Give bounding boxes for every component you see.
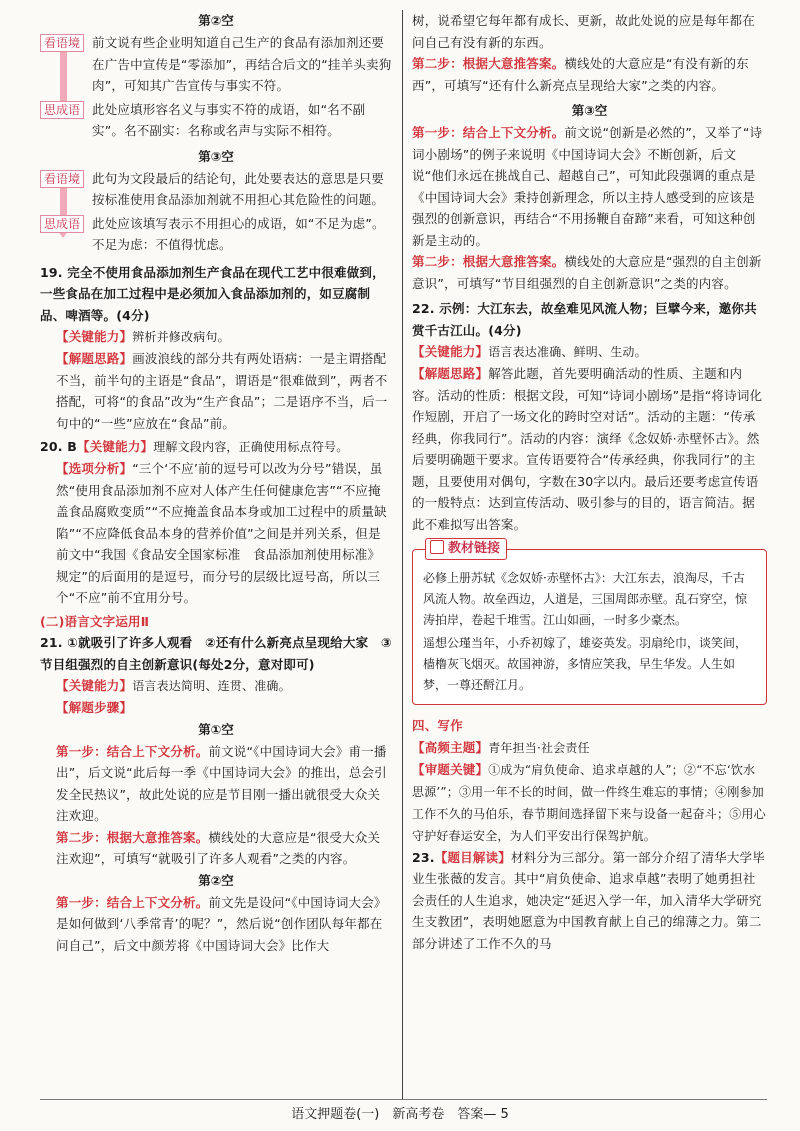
q21-steps: 【解题步骤】 [56,700,133,715]
context-row [40,32,392,97]
blank2-heading: 第②空 [198,13,234,28]
question-20: 20. B【关键能力】理解文段内容，正确使用标点符号。 [40,439,349,454]
q19-ability: 【关键能力】辨析并修改病句。 [56,329,230,344]
blank2-step2: 第二步：根据大意推答案。横线处的大意应是“有没有新的东西”，可填写“还有什么新亮点呈现给大家”之类的内容。 [412,56,749,93]
question-19: 19. 完全不使用食品添加剂生产食品在现代工艺中很难做到，一些食品在加工过程中是必须加入食品添加剂的，如豆腐制品、啤酒等。(4分) [40,264,385,323]
blank3-step2: 第二步：根据大意推答案。横线处的大意应是“强烈的自主创新意识”，可填写“节目组强烈的自主创新意识”之类的内容。 [412,254,762,291]
context-tag: 看语境 [40,170,84,188]
column-divider [402,10,403,1100]
idiom-tag: 思成语 [40,215,84,233]
section-2-heading: (二)语言文字运用Ⅱ [40,613,150,629]
right-column [412,10,767,954]
blank3-step1: 第一步：结合上下文分析。前文说“创新是必然的”，又举了“诗词小剧场”的例子来说明《中国诗词大会》不断创新，后文说“他们永远在挑战自己、超越自己”，可知此段强调的重点是《中国诗词大会》秉持创新理念，所以主持人感受到的应该是强烈的创新意识，再结合“不用扬鞭自奋蹄”来看，可知这种创新是主动的。 [412,125,763,248]
q21-ability: 【关键能力】语言表达简明、连贯、准确。 [56,678,291,693]
blank3-heading: 第③空 [571,103,608,118]
q19-thinking: 【解题思路】画波浪线的部分共有两处语病：一是主谓搭配不当，前半句的主语是“食品”，谓语是“很难做到”，两者不搭配，可将“的食品”改为“生产食品”；二是语序不当，后一句中的“一些”应放在“食品”前。 [56,351,388,431]
question-22: 22. 示例：大江东去，故垒难见风流人物；巨擘今来，邀你共赏千古江山。(4分) [412,301,757,338]
q22-ability: 【关键能力】语言表达准确、鲜明、生动。 [412,344,647,359]
key-points: 【审题关键】①成为“肩负使命、追求卓越的人”；②“不忘‘饮水思源’”；③用一年不长的时间，做一件终生难忘的事情；④刚参加工作不久的马伯乐，春节期间选择留下来与设备一起奋斗；⑤用心守护好春运安全，为人们平安出行保驾护航。 [412,761,766,843]
idiom-tag: 思成语 [40,101,84,119]
hot-theme: 【高频主题】青年担当·社会责任 [412,739,590,755]
blank3-heading: 第③空 [198,148,234,164]
idiom-text: 此处应填形容名义与事实不符的成语，如“名不副实”。名不副实：名称或名声与实际不相符。 [92,101,366,138]
idiom-row [40,99,392,142]
context-tag: 看语境 [40,34,84,52]
footer-rule [40,1099,767,1100]
context-text: 前文说有些企业明知道自己生产的食品有添加剂还要在广告中宣传是“零添加”，再结合后文的“挂羊头卖狗肉”，可知其广告宣传与事实不符。 [92,35,392,93]
continued-text: 树，说希望它每年都有成长、更新，故此处说的应是每年都在问自己有没有新的东西。 [412,13,755,50]
textbook-link-box [412,541,767,705]
blank1-step1: 第一步：结合上下文分析。前文说“《中国诗词大会》甫一播出”，后文说“此后每一季《中国诗词大会》的推出，总会引发全民热议”，故此处说的应是节目刚一播出就很受大众关注欢迎。 [56,743,387,823]
q20-option-analysis: 【选项分析】“三个‘不应’前的逗号可以改为分号”错误，虽然“使用食品添加剂不应对人体产生任何健康危害”“不应掩盖食品腐败变质”“不应掩盖食品本身或加工过程中的质量缺陷”“不应降低食品本身的营养价值”之间是并列关系，但是前文中“我国《食品安全国家标准 食品添加剂使用标准》规定”的后面用的是逗号，而分号的层级比逗号高，所以三个“不应”前不宜用分号。 [56,461,387,605]
q22-thinking: 【解题思路】解答此题，首先要明确活动的性质、主题和内容。活动的性质：根据文段，可知“诗词小剧场”是指“将诗词化作短剧，开启了一场文化的跨时空对话”。活动的主题：“传承经典，你我同行”。活动的内容：演绎《念奴娇·赤壁怀古》。然后要明确题干要求。宣传语要符合“传承经典，你我同行”的主题，且要使用对偶句，字数在30字以内。最后还要考虑宣传语的一般特点：达到宣传活动、吸引参与的目的，语言简洁。据此不难拟写出答案。 [412,366,763,532]
blank2-step1: 第一步：结合上下文分析。前文先是设问“《中国诗词大会》是如何做到‘八季常青’的呢？”，然后说“创作团队每年都在问自己”，后文中颜芳将《中国诗词大会》比作大 [56,894,387,953]
idiom-row [40,213,392,256]
section-4-heading: 四、写作 [412,718,463,733]
textbook-link-text2: 遥想公瑾当年，小乔初嫁了，雄姿英发。羽扇纶巾，谈笑间，樯橹灰飞烟灭。故国神游，多情应笑我，早生华发。人生如梦，一尊还酹江月。 [423,636,748,692]
blank1-heading: 第①空 [198,721,234,737]
page-footer: 语文押题卷(一) 新高考卷 答案— 5 [291,1107,509,1122]
textbook-link-title: 教材链接 [425,538,507,560]
question-21: 21. ①就吸引了许多人观看 ②还有什么新亮点呈现给大家 ③节目组强烈的自主创新意识(每处2分，意对即可) [40,635,392,672]
blank1-step2: 第二步：根据大意推答案。横线处的大意应是“很受大众关注欢迎”，可填写“就吸引了许多人观看”之类的内容。 [56,829,381,866]
idiom-text: 此处应该填写表示不用担心的成语，如“不足为虑”。不足为虑：不值得忧虑。 [92,215,385,252]
context-row [40,168,392,211]
book-icon [430,540,444,554]
left-column [40,10,392,956]
blank2-heading: 第②空 [198,872,234,888]
question-23: 23.【题目解读】材料分为三部分。第一部分介绍了清华大学毕业生张薇的发言。其中“肩负使命、追求卓越”表明了她勇担社会责任的人生追求，她决定“延迟入学一年，加入清华大学研究生支教团”，表明她愿意为中国教育献上自己的绵薄之力。第二部分讲述了工作不久的马 [412,849,765,951]
context-text: 此句为文段最后的结论句，此处要表达的意思是只要按标准使用食品添加剂就不用担心其危险性的问题。 [92,170,385,207]
textbook-link-text1: 必修上册苏轼《念奴娇·赤壁怀古》：大江东去，浪淘尽，千古风流人物。故垒西边，人道是，三国周郎赤壁。乱石穿空，惊涛拍岸，卷起千堆雪。江山如画，一时多少豪杰。 [423,571,748,627]
